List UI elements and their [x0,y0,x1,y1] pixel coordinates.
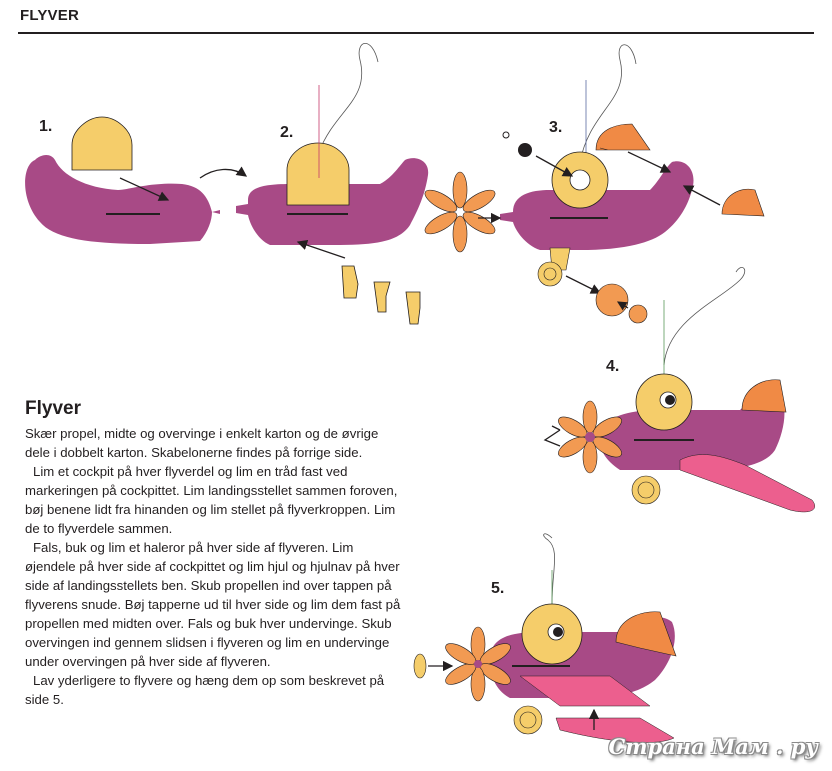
article-title: Flyver [25,398,81,419]
paragraph: Lim et cockpit på hver flyverdel og lim en tråd fast ved markeringen på cockpittet. Lim landingsstellet sammen foroven, bøj benene lidt fra hinanden og lim stellet på flyverkroppen. Lim de to flyverdele sammen. [25,464,398,536]
step1-cockpit [72,117,132,170]
step4-drawing [545,267,815,512]
step5-propeller-cap [414,654,426,678]
step3-propeller [422,172,498,252]
tail-fin-bottom [722,189,764,216]
step3-hub [629,305,647,323]
watermark: Страна Мам . ру [608,734,818,759]
landing-gear-part-1 [342,266,358,298]
step-label-4: 4. [606,358,620,375]
tail-fin-top [596,124,650,150]
step-label-3: 3. [549,119,563,136]
step5-drawing [414,534,676,743]
step4-tail [742,380,786,412]
eye-dot-icon [518,143,532,157]
step-label-1: 1. [39,118,53,135]
step-label-5: 5. [491,580,505,597]
instructions [25,398,405,709]
paragraph: Skær propel, midte og overvinge i enkelt karton og de øvrige dele i dobbelt karton. Skabelonerne findes på forrige side. [25,426,379,460]
step2-cockpit [287,143,349,205]
step2-drawing [236,43,428,324]
landing-gear-part-2 [374,282,390,312]
step1-drawing [25,117,246,244]
step-label-2: 2. [280,124,294,141]
page-header-title: FLYVER [20,7,79,24]
paragraph: Fals, buk og lim et haleror på hver side af flyveren. Lim øjendele på hver side af cockpittet og lim hjul og hjulnav på hver side af landingsstellets ben. Skub propellen ind over tappen på flyverens snude. Bøj tapperne ud til hver side og lim dem fast på propellen med midten over. Fals og buk hver undervinge. Skub overvingen ind gennem slidsen i flyveren og lim en undervinge under overvingen på hver side af flyveren. [25,540,401,669]
landing-gear-part-3 [406,292,420,324]
paragraph: Lav yderligere to flyvere og hæng dem op som beskrevet på side 5. [25,673,385,707]
step3-wheel-loose [596,284,628,316]
step3-drawing [422,45,764,323]
